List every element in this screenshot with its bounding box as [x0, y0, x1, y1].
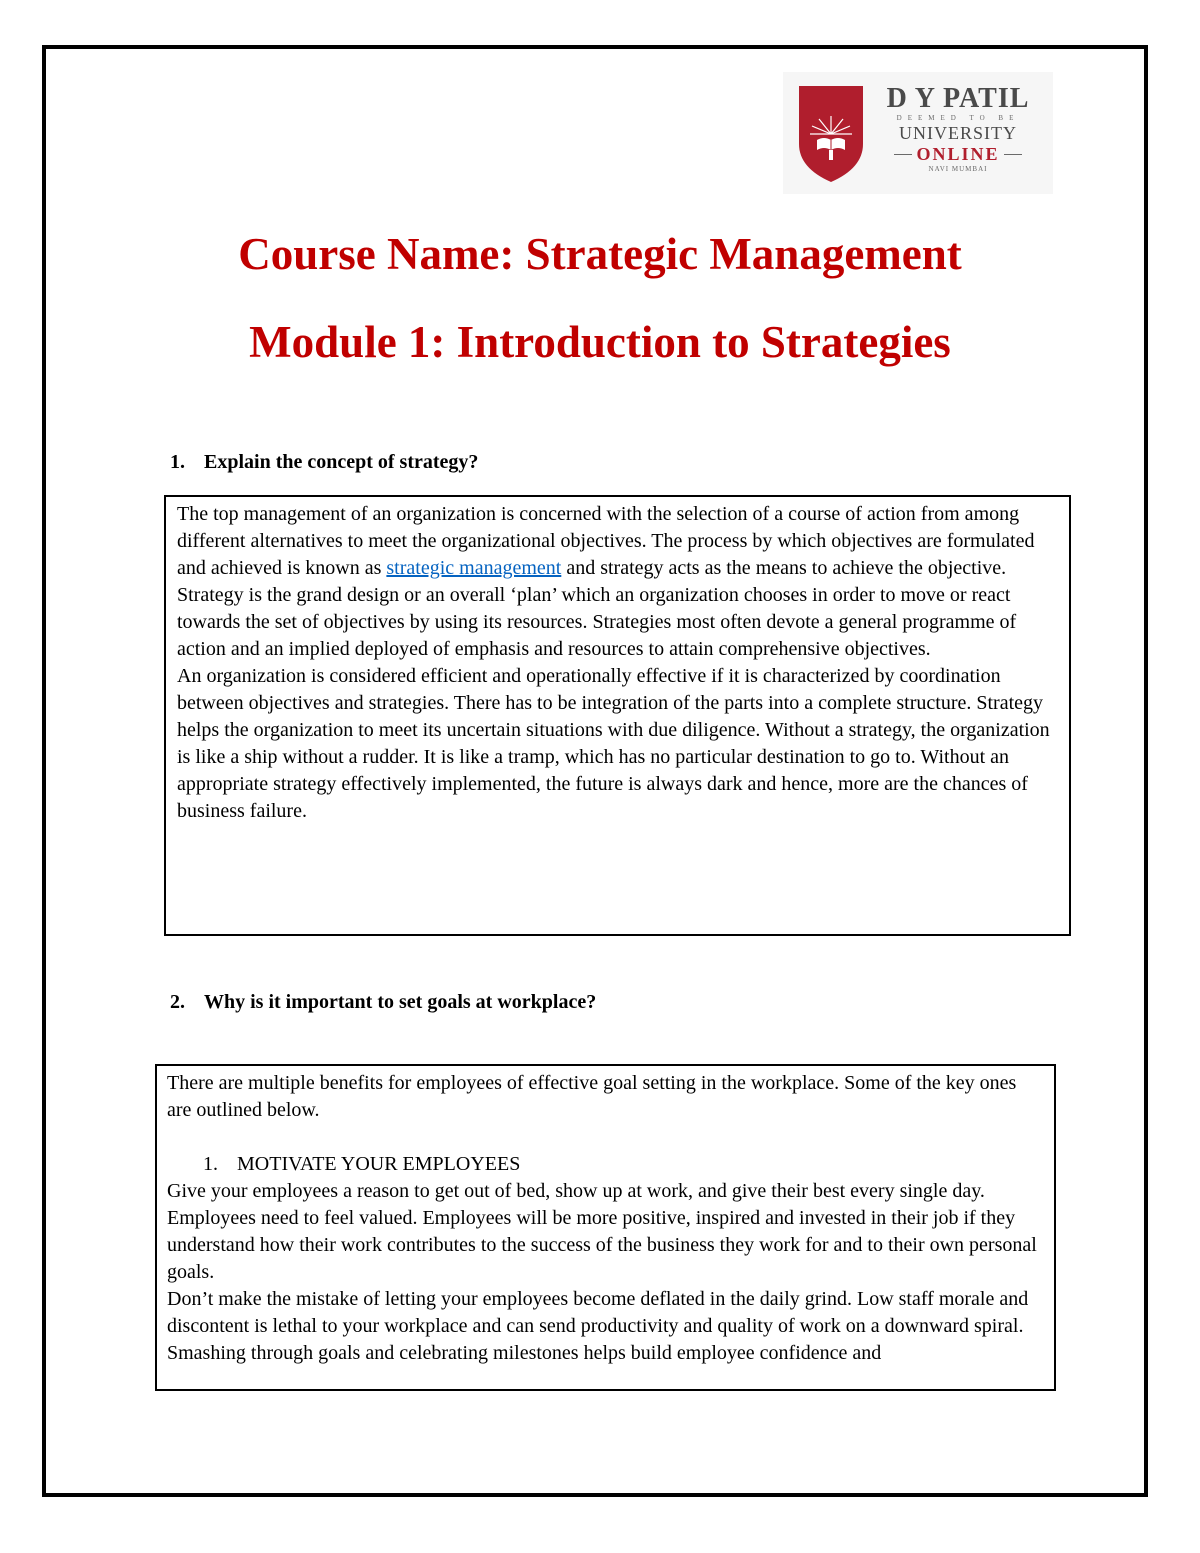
answer-box-2: [155, 1064, 1056, 1391]
list-item: [167, 1151, 1044, 1178]
logo-wordmark: [883, 84, 1033, 174]
answer-2-intro: There are multiple benefits for employees of effective goal setting in the workplace. Some of the key ones are outlined below.: [167, 1072, 1017, 1121]
logo-line-online: [883, 143, 1033, 165]
answer-2-paragraph-1: Give your employees a reason to get out of bed, show up at work, and give their best every single day. Employees need to feel valued. Employees will be more positive, inspired and invested in their job if they understand how their work contributes to the success of the business they work for and to their own personal goals.: [167, 1180, 1037, 1283]
logo-rule-left: [894, 154, 912, 155]
answer-1-paragraph-3: An organization is considered efficient and operationally effective if it is characterized by coordination between objectives and strategies. There has to be integration of the parts into a complete structure. Strategy helps the organization to meet its uncertain situations with due diligence. Without a strategy, the organization is like a ship without a rudder. It is like a tramp, which has no particular destination to go to. Without an appropriate strategy effectively implemented, the future is always dark and hence, more are the chances of business failure.: [177, 665, 1050, 822]
logo-line-university: UNIVERSITY: [899, 123, 1017, 143]
answer-2-paragraph-2: Don’t make the mistake of letting your employees become deflated in the daily grind. Low staff morale and discontent is lethal to your workplace and can send productivity and quality of work on a downward spiral.: [167, 1288, 1029, 1337]
question-1-number: 1.: [170, 451, 185, 473]
answer-1-paragraph-1-end: and strategy acts as the means to achieve the objective.: [561, 557, 1007, 579]
answer-1-paragraph-2: Strategy is the grand design or an overall ‘plan’ which an organization chooses in order to move or react towards the set of objectives by using its resources. Strategies most often devote a general programme of action and an implied deployed of emphasis and resources to attain comprehensive objectives.: [177, 584, 1017, 660]
answer-1-paragraph-1-start: The top management of an organization is concerned with the selection of a course of action from among different alternatives to meet the organizational objectives. The process by which objectives are formulated and achieved is known as: [177, 503, 1035, 579]
question-2: [170, 990, 596, 1014]
answer-1-paragraph-1: [177, 501, 1059, 582]
strategic-management-link[interactable]: strategic management: [386, 557, 562, 579]
blank-line: [167, 1124, 1044, 1151]
university-logo: [783, 72, 1053, 194]
list-item-number: 1.: [203, 1153, 218, 1175]
logo-line-location: NAVI MUMBAI: [928, 165, 988, 173]
answer-box-1: [164, 495, 1071, 936]
shield-icon: [795, 82, 867, 184]
logo-rule-right: [1004, 154, 1022, 155]
logo-line-deemed: DEEMED TO BE: [896, 114, 1020, 122]
answer-2-paragraph-3: Smashing through goals and celebrating milestones helps build employee confidence and: [167, 1342, 882, 1364]
question-2-number: 2.: [170, 991, 185, 1013]
question-2-text: Why is it important to set goals at workplace?: [204, 991, 597, 1013]
logo-line-dypatil: D Y PATIL: [886, 83, 1030, 114]
course-title: Course Name: Strategic Management: [238, 229, 962, 279]
module-title: Module 1: Introduction to Strategies: [249, 317, 951, 367]
question-1: [170, 450, 478, 474]
question-1-text: Explain the concept of strategy?: [204, 451, 479, 473]
logo-online-text: ONLINE: [916, 144, 1000, 164]
list-item-heading: MOTIVATE YOUR EMPLOYEES: [237, 1153, 521, 1175]
